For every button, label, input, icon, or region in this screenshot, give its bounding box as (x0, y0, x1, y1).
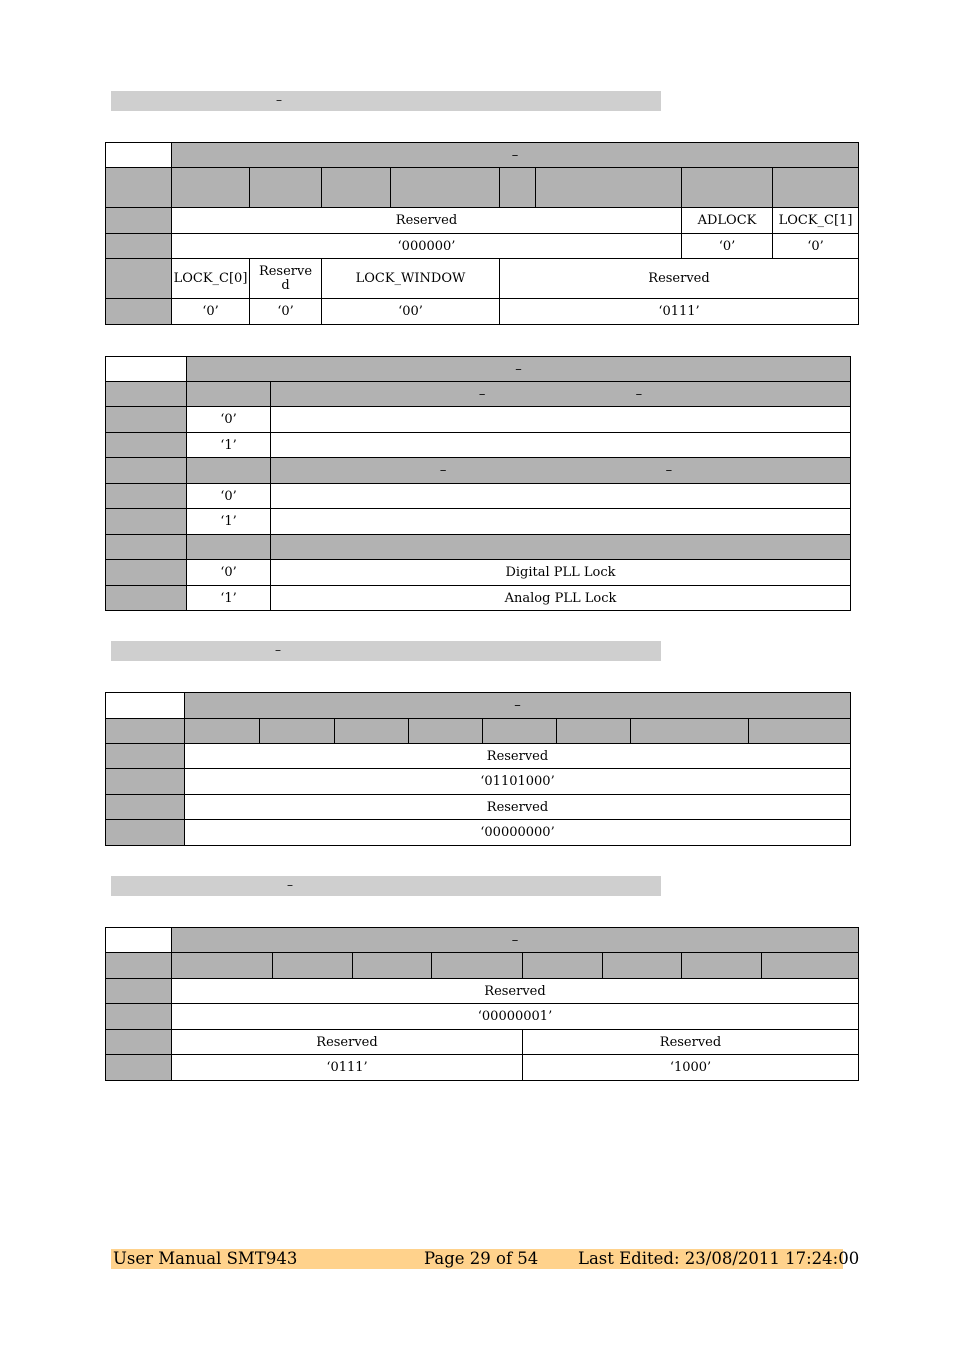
value-cell: ‘1’ (187, 586, 271, 611)
register-table-3 (105, 927, 859, 1081)
register-description-table (105, 356, 851, 611)
field-value: ‘01101000’ (185, 769, 851, 795)
page-footer (111, 1249, 860, 1269)
description-cell (271, 484, 851, 509)
value-header-cell (187, 382, 271, 407)
row-label-cell (106, 1004, 172, 1030)
heading-dash: – (287, 878, 293, 892)
bit-cell (172, 953, 273, 979)
field-reserved: Reserved (172, 979, 859, 1004)
row-label-cell (106, 560, 187, 586)
bit-label-cell (106, 953, 172, 979)
table-title-cell (185, 693, 851, 719)
section-heading-bar (111, 641, 661, 661)
bit-cell (500, 168, 536, 208)
row-label-cell (106, 484, 187, 509)
row-label-cell (106, 509, 187, 535)
value-reserved-right: ‘0111’ (500, 299, 859, 325)
row-label-cell (106, 820, 185, 846)
footer-page-number: Page 29 of 54 (424, 1249, 539, 1268)
header-corner-cell (106, 143, 172, 168)
value-cell: ‘0’ (187, 560, 271, 586)
bit-cell (391, 168, 500, 208)
description-header-cell (271, 535, 851, 560)
bit-cell (603, 953, 682, 979)
value-lock-c1: ‘0’ (773, 234, 859, 259)
bit-cell (557, 719, 631, 744)
table-title-cell (187, 357, 851, 382)
bit-cell (631, 719, 749, 744)
description-cell: Digital PLL Lock (271, 560, 851, 586)
value-lock-c0: ‘0’ (172, 299, 250, 325)
bit-label-cell (106, 168, 172, 208)
value-reserved-d: ‘0’ (250, 299, 322, 325)
header-corner-cell (106, 928, 172, 953)
description-cell (271, 509, 851, 535)
row-label-cell (106, 433, 187, 458)
field-reserved-d (250, 259, 322, 299)
field-lock-c0: LOCK_C[0] (172, 259, 250, 299)
field-header-cell (106, 382, 187, 407)
row-label-cell (106, 407, 187, 433)
bit-cell (172, 168, 250, 208)
value-cell: ‘1’ (187, 433, 271, 458)
bit-cell (682, 168, 773, 208)
bit-cell (335, 719, 409, 744)
bit-cell (432, 953, 523, 979)
field-reserved: Reserved (185, 795, 851, 820)
footer-document-name: User Manual SMT943 (113, 1249, 298, 1268)
heading-dash: – (276, 93, 282, 107)
bit-cell (250, 168, 322, 208)
section-heading-bar (111, 91, 661, 111)
description-cell (271, 433, 851, 458)
bit-cell (682, 953, 762, 979)
bit-cell (749, 719, 851, 744)
value-cell: ‘0’ (187, 407, 271, 433)
header-dash: – (635, 386, 643, 402)
bit-cell (536, 168, 682, 208)
register-table-2 (105, 692, 851, 846)
title-dash: – (515, 361, 522, 377)
field-lock-window: LOCK_WINDOW (322, 259, 500, 299)
bit-cell (773, 168, 859, 208)
row-label-cell (106, 586, 187, 611)
bit-cell (353, 953, 432, 979)
field-reserved-right: Reserved (500, 259, 859, 299)
header-corner-cell (106, 693, 185, 719)
bit-cell (185, 719, 260, 744)
description-cell (271, 407, 851, 433)
description-header-cell (271, 458, 851, 484)
value-adlock: ‘0’ (682, 234, 773, 259)
bit-cell (273, 953, 353, 979)
field-reserved-right: Reserved (523, 1030, 859, 1055)
row-label-cell (106, 299, 172, 325)
bit-cell (523, 953, 603, 979)
value-cell: ‘0’ (187, 484, 271, 509)
field-header-cell (106, 535, 187, 560)
field-adlock: ADLOCK (682, 208, 773, 234)
row-label-cell (106, 744, 185, 769)
title-dash: – (511, 932, 519, 948)
bit-cell (260, 719, 335, 744)
table-title-cell (172, 928, 859, 953)
field-reserved: Reserved (172, 208, 682, 234)
header-dash: – (665, 463, 673, 478)
header-dash: – (478, 386, 486, 402)
row-label-cell (106, 234, 172, 259)
reserved-d-line2: d (281, 277, 290, 293)
row-label-cell (106, 769, 185, 795)
footer-last-edited: Last Edited: 23/08/2011 17:24:00 (578, 1249, 860, 1268)
row-label-cell (106, 979, 172, 1004)
header-corner-cell (106, 357, 187, 382)
bit-cell (762, 953, 859, 979)
field-header-cell (106, 458, 187, 484)
description-cell: Analog PLL Lock (271, 586, 851, 611)
value-header-cell (187, 535, 271, 560)
row-label-cell (106, 208, 172, 234)
bit-cell (322, 168, 391, 208)
row-label-cell (106, 795, 185, 820)
field-lock-c1: LOCK_C[1] (773, 208, 859, 234)
value-left: ‘0111’ (172, 1055, 523, 1081)
title-dash: – (511, 147, 519, 163)
field-value: ‘00000001’ (172, 1004, 859, 1030)
bit-cell (483, 719, 557, 744)
row-label-cell (106, 1030, 172, 1055)
row-label-cell (106, 259, 172, 299)
description-header-cell (271, 382, 851, 407)
header-dash: – (439, 463, 447, 478)
bit-cell (409, 719, 483, 744)
bit-label-cell (106, 719, 185, 744)
field-reserved-left: Reserved (172, 1030, 523, 1055)
heading-dash: – (275, 643, 281, 657)
reserved-d-line1: Reserve (258, 263, 313, 279)
section-heading-bar (111, 876, 661, 896)
value-lock-window: ‘00’ (322, 299, 500, 325)
value-cell: ‘1’ (187, 509, 271, 535)
value-header-cell (187, 458, 271, 484)
value-right: ‘1000’ (523, 1055, 859, 1081)
row-label-cell (106, 1055, 172, 1081)
field-reserved: Reserved (185, 744, 851, 769)
table-title-cell (172, 143, 859, 168)
field-value: ‘00000000’ (185, 820, 851, 846)
title-dash: – (514, 698, 521, 713)
register-table-1 (105, 142, 859, 325)
value-reserved: ‘000000’ (172, 234, 682, 259)
